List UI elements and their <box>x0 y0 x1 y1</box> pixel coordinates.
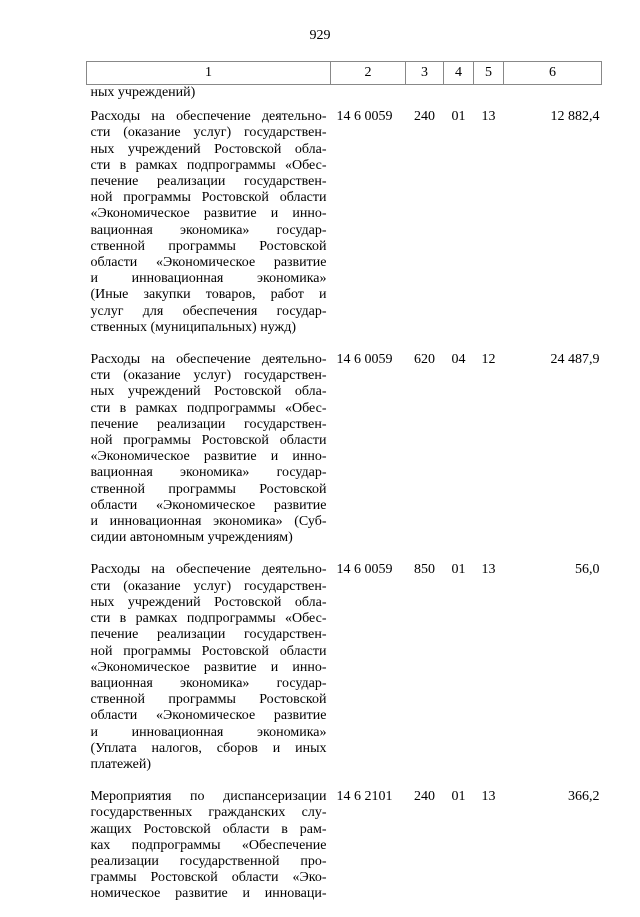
description-line: ных учреждений Ростовской обла- <box>90 594 327 610</box>
description-line: реализации государственной про- <box>90 853 327 869</box>
column-header-4: 4 <box>444 62 474 85</box>
row-description <box>87 350 331 560</box>
subsection-code: 13 <box>481 109 496 125</box>
description-line: «Экономическое развитие и инно- <box>90 659 327 675</box>
description-line: платежей) <box>90 756 152 772</box>
description-line: номическое развитие и инноваци- <box>90 886 327 902</box>
description-line: жащих Ростовской области в рам- <box>90 821 327 837</box>
description-line: Расходы на обеспечение деятельно- <box>90 109 327 125</box>
description-line: услуг для обеспечения государ- <box>90 303 327 319</box>
empty-cell <box>406 85 444 108</box>
section-code: 01 <box>451 109 466 125</box>
description-line: Расходы на обеспечение деятельно- <box>90 562 327 578</box>
table-row <box>87 107 602 350</box>
amount-value: 56,0 <box>575 562 600 578</box>
subsection-code: 13 <box>481 789 496 805</box>
section-code: 04 <box>451 352 466 368</box>
description-line: сти (оказание услуг) государствен- <box>90 578 327 594</box>
description-line: Мероприятия по диспансеризации <box>90 789 327 805</box>
description-line: ной программы Ростовской области <box>90 433 327 449</box>
description-line: ках подпрограммы «Обеспечение <box>90 837 327 853</box>
amount-value: 366,2 <box>568 789 600 805</box>
description-line: ственной программы Ростовской <box>90 481 327 497</box>
description-line: сти в рамках подпрограммы «Обес- <box>90 611 327 627</box>
description-line: (Уплата налогов, сборов и иных <box>90 740 327 756</box>
budget-table <box>86 61 602 917</box>
description-line: и инновационная экономика» <box>90 271 327 287</box>
description-line: печение реализации государствен- <box>90 416 327 432</box>
description-line: вационная экономика» государ- <box>90 465 327 481</box>
table-row <box>87 560 602 787</box>
description-line: области «Экономическое развитие <box>90 255 327 271</box>
description-line: (Иные закупки товаров, работ и <box>90 287 327 303</box>
description-line: государственных гражданских слу- <box>90 805 327 821</box>
column-header-6: 6 <box>504 62 602 85</box>
expense-type-code: 850 <box>414 562 435 578</box>
description-line: печение реализации государствен- <box>90 174 327 190</box>
column-header-3: 3 <box>406 62 444 85</box>
description-line: Расходы на обеспечение деятельно- <box>90 352 327 368</box>
description-line: сти в рамках подпрограммы «Обес- <box>90 400 327 416</box>
description-line: сти (оказание услуг) государствен- <box>90 368 327 384</box>
expense-type-code: 240 <box>414 109 435 125</box>
column-header-5: 5 <box>474 62 504 85</box>
column-header-1: 1 <box>87 62 331 85</box>
section-code: 01 <box>451 789 466 805</box>
description-line: ных учреждений Ростовской обла- <box>90 141 327 157</box>
empty-cell <box>331 85 406 108</box>
column-header-2: 2 <box>331 62 406 85</box>
description-line: ственной программы Ростовской <box>90 692 327 708</box>
description-line: и инновационная экономика» <box>90 724 327 740</box>
description-line: печение реализации государствен- <box>90 627 327 643</box>
table-row-continuation <box>87 85 602 108</box>
description-line: ной программы Ростовской области <box>90 190 327 206</box>
target-article-code: 14 6 2101 <box>336 789 393 805</box>
description-line: ственных (муниципальных) нужд) <box>90 319 296 335</box>
target-article-code: 14 6 0059 <box>336 352 393 368</box>
description-line: области «Экономическое развитие <box>90 708 327 724</box>
description-line: сти (оказание услуг) государствен- <box>90 125 327 141</box>
expense-type-code: 620 <box>414 352 435 368</box>
description-line: «Экономическое развитие и инно- <box>90 449 327 465</box>
description-line: ной программы Ростовской области <box>90 643 327 659</box>
row-description <box>87 85 331 108</box>
description-line: ственной программы Ростовской <box>90 238 327 254</box>
description-line: ных учреждений) <box>90 85 196 100</box>
description-line: области «Экономическое развитие <box>90 497 327 513</box>
page-number: 929 <box>309 28 331 43</box>
empty-cell <box>504 85 602 108</box>
description-line: граммы Ростовской области «Эко- <box>90 870 327 886</box>
target-article-code: 14 6 0059 <box>336 109 393 125</box>
description-line: «Экономическое развитие и инно- <box>90 206 327 222</box>
subsection-code: 13 <box>481 562 496 578</box>
table-header-row <box>87 62 602 85</box>
amount-value: 12 882,4 <box>550 109 600 125</box>
table-row <box>87 787 602 916</box>
row-description <box>87 107 331 350</box>
description-line: ных учреждений Ростовской обла- <box>90 384 327 400</box>
description-line: сидии автономным учреждениям) <box>90 530 293 546</box>
description-line: вационная экономика» государ- <box>90 675 327 691</box>
description-line: и инновационная экономика» (Суб- <box>90 514 327 530</box>
description-line: вационная экономика» государ- <box>90 222 327 238</box>
row-description <box>87 787 331 916</box>
amount-value: 24 487,9 <box>550 352 600 368</box>
row-description <box>87 560 331 787</box>
empty-cell <box>444 85 474 108</box>
table-row <box>87 350 602 560</box>
target-article-code: 14 6 0059 <box>336 562 393 578</box>
description-line: сти в рамках подпрограммы «Обес- <box>90 157 327 173</box>
subsection-code: 12 <box>481 352 496 368</box>
section-code: 01 <box>451 562 466 578</box>
expense-type-code: 240 <box>414 789 435 805</box>
empty-cell <box>474 85 504 108</box>
